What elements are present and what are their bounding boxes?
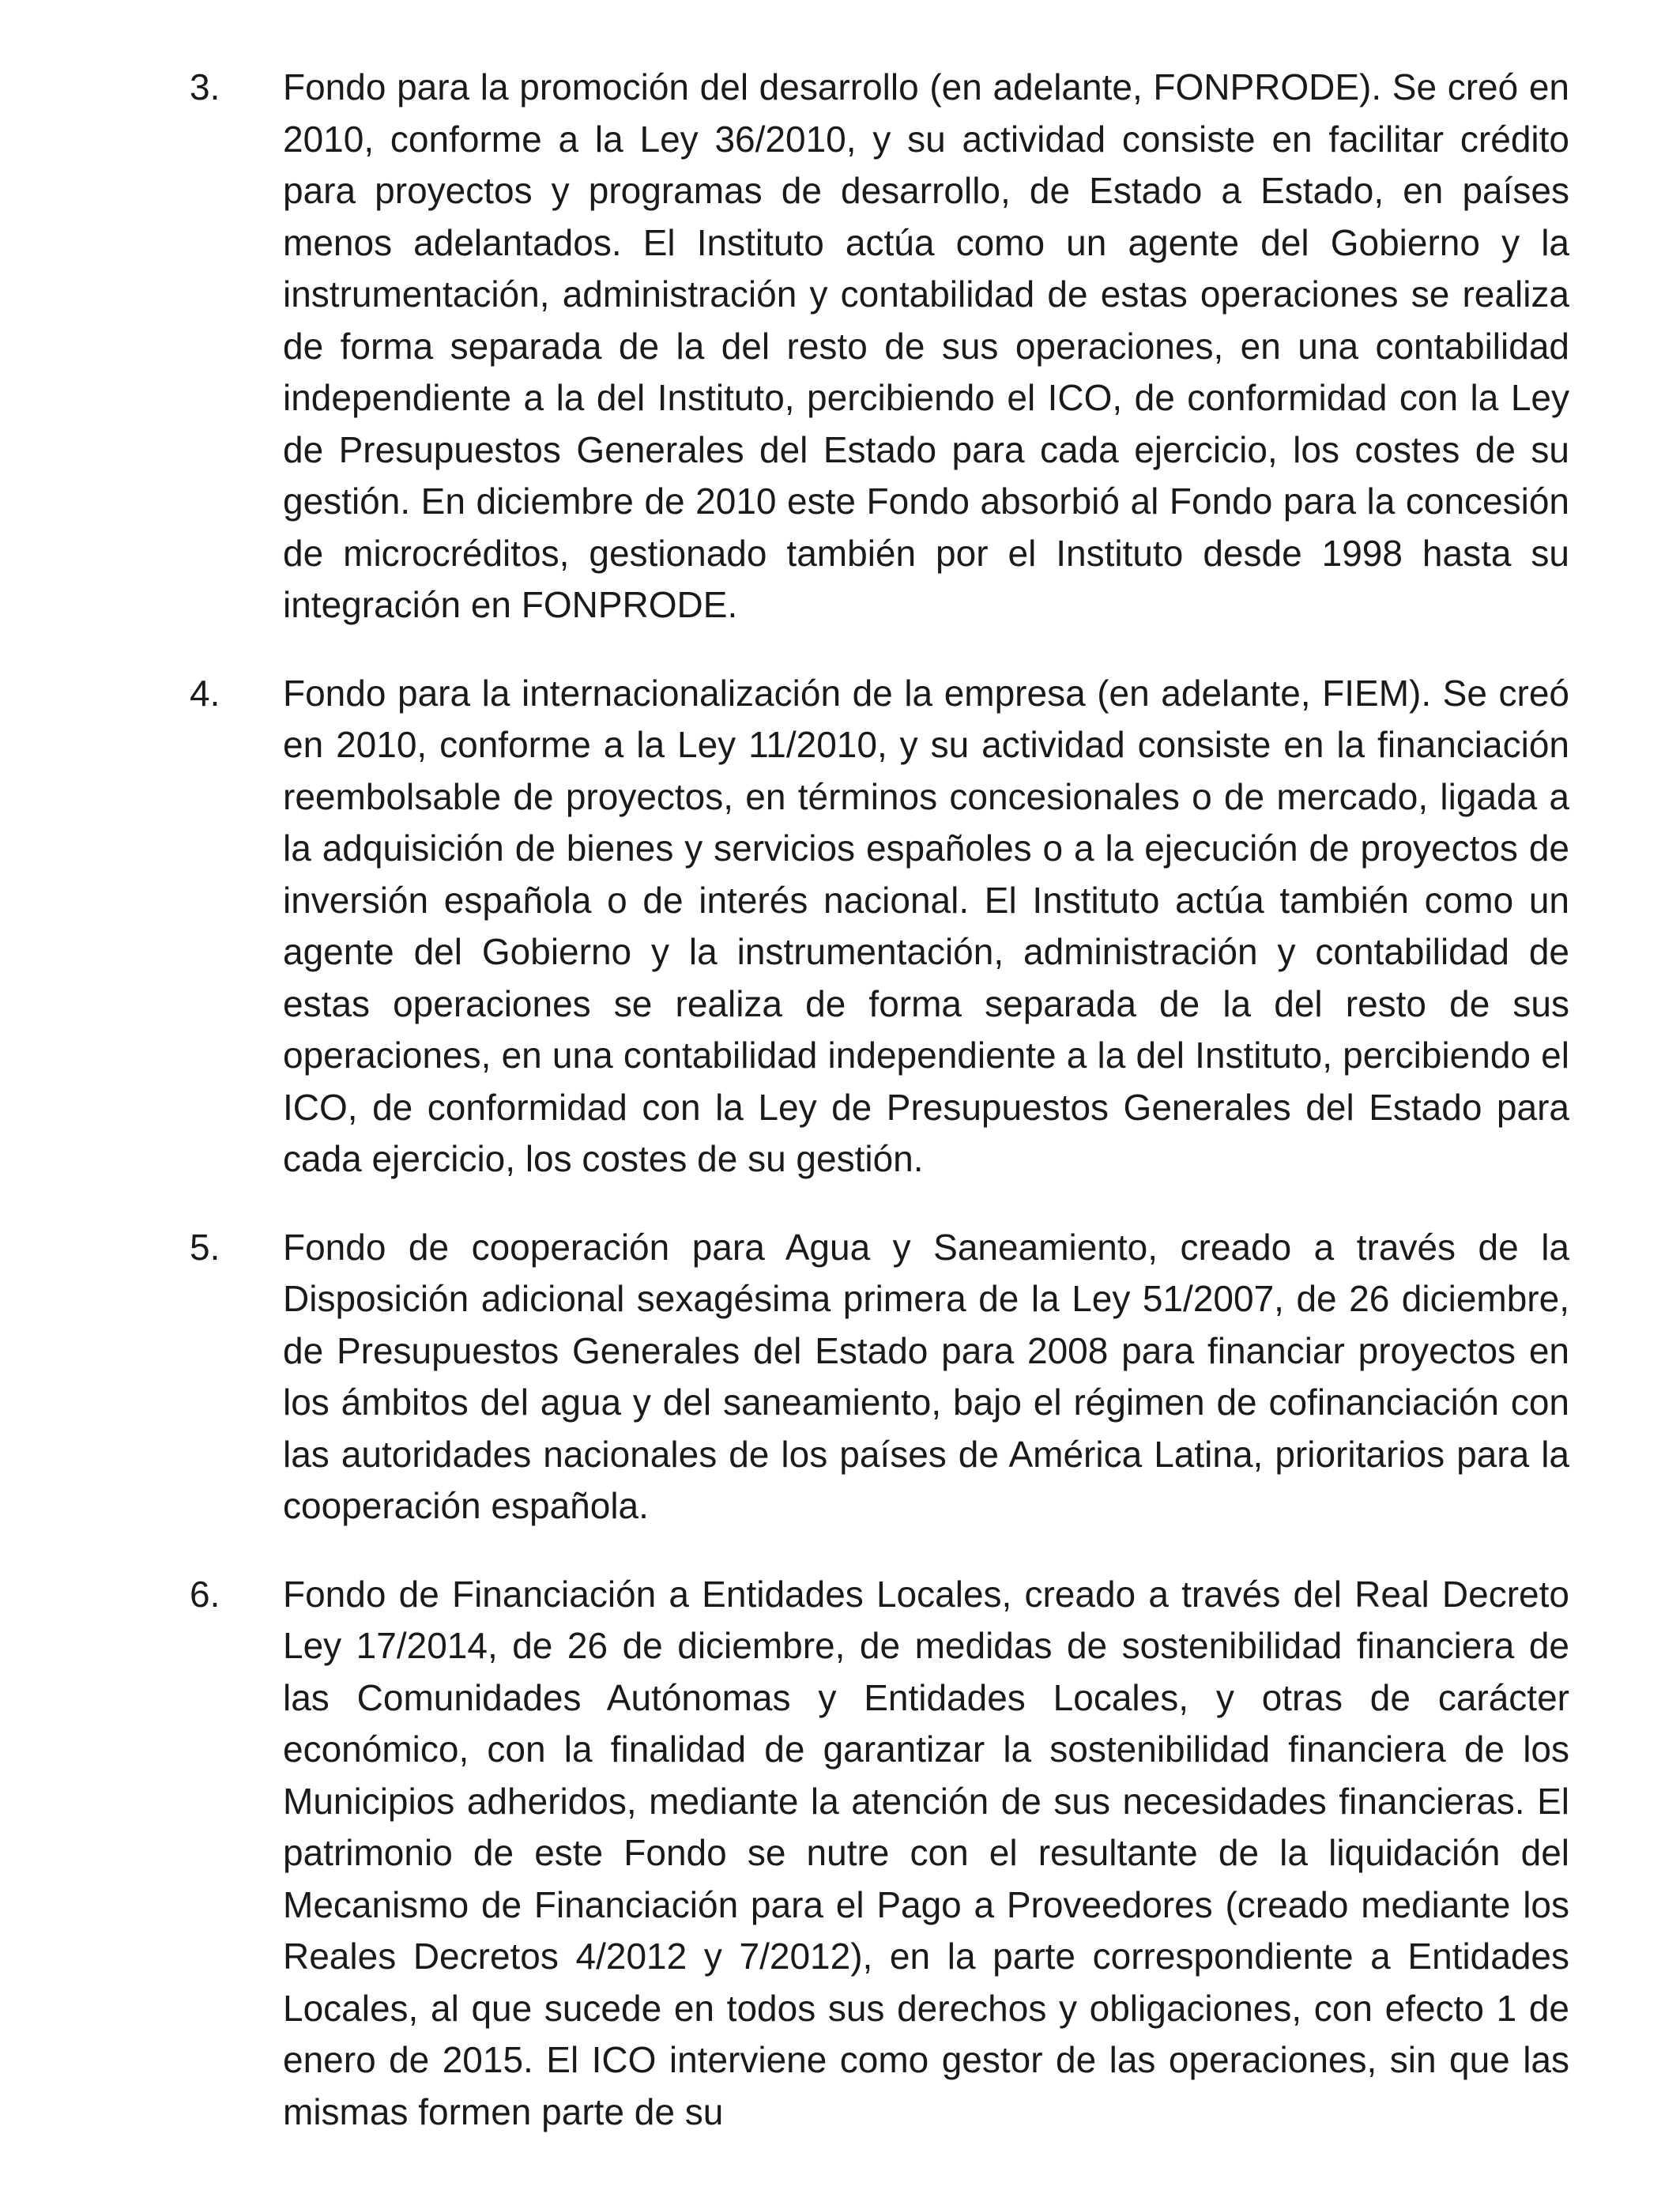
list-item-number: 3. <box>190 66 220 107</box>
list-item-text: Fondo de Financiación a Entidades Locales, creado a través del Real Decreto Ley 17/2014, de 26 de diciembre, de medidas de sostenibilidad financiera de las Comunidades Autónomas y Entidades Locales, y otras de carácter económico, con la finalidad de garantizar la sostenibilidad financiera de los Municipios adheridos, mediante la atención de sus necesidades financieras. El patrimonio de este Fondo se nutre con el resultante de la liquidación del Mecanismo de Financiación para el Pago a Proveedores (creado mediante los Reales Decretos 4/2012 y 7/2012), en la parte correspondiente a Entidades Locales, al que sucede en todos sus derechos y obligaciones, con efecto 1 de enero de 2015. El ICO interviene como gestor de las operaciones, sin que las mismas formen parte de su <box>283 1573 1569 2132</box>
list-item-text: Fondo para la internacionalización de la empresa (en adelante, FIEM). Se creó en 2010, conforme a la Ley 11/2010, y su actividad consiste en la financiación reembolsable de proyectos, en términos concesionales o de mercado, ligada a la adquisición de bienes y servicios españoles o a la ejecución de proyectos de inversión española o de interés nacional. El Instituto actúa también como un agente del Gobierno y la instrumentación, administración y contabilidad de estas operaciones se realiza de forma separada de la del resto de sus operaciones, en una contabilidad independiente a la del Instituto, percibiendo el ICO, de conformidad con la Ley de Presupuestos Generales del Estado para cada ejercicio, los costes de su gestión. <box>283 672 1569 1179</box>
list-item <box>0 1222 1680 1532</box>
list-item-text: Fondo para la promoción del desarrollo (en adelante, FONPRODE). Se creó en 2010, conforme a la Ley 36/2010, y su actividad consiste en facilitar crédito para proyectos y programas de desarrollo, de Estado a Estado, en países menos adelantados. El Instituto actúa como un agente del Gobierno y la instrumentación, administración y contabilidad de estas operaciones se realiza de forma separada de la del resto de sus operaciones, en una contabilidad independiente a la del Instituto, percibiendo el ICO, de conformidad con la Ley de Presupuestos Generales del Estado para cada ejercicio, los costes de su gestión. En diciembre de 2010 este Fondo absorbió al Fondo para la concesión de microcréditos, gestionado también por el Instituto desde 1998 hasta su integración en FONPRODE. <box>283 66 1569 625</box>
list-item <box>0 1569 1680 2139</box>
list-item-number: 4. <box>190 672 220 714</box>
numbered-list <box>0 62 1680 2174</box>
list-item-text: Fondo de cooperación para Agua y Saneamiento, creado a través de la Disposición adicional sexagésima primera de la Ley 51/2007, de 26 diciembre, de Presupuestos Generales del Estado para 2008 para financiar proyectos en los ámbitos del agua y del saneamiento, bajo el régimen de cofinanciación con las autoridades nacionales de los países de América Latina, prioritarios para la cooperación española. <box>283 1226 1569 1526</box>
list-item-number: 6. <box>190 1573 220 1615</box>
list-item <box>0 62 1680 631</box>
list-item-number: 5. <box>190 1226 220 1268</box>
list-item <box>0 668 1680 1186</box>
